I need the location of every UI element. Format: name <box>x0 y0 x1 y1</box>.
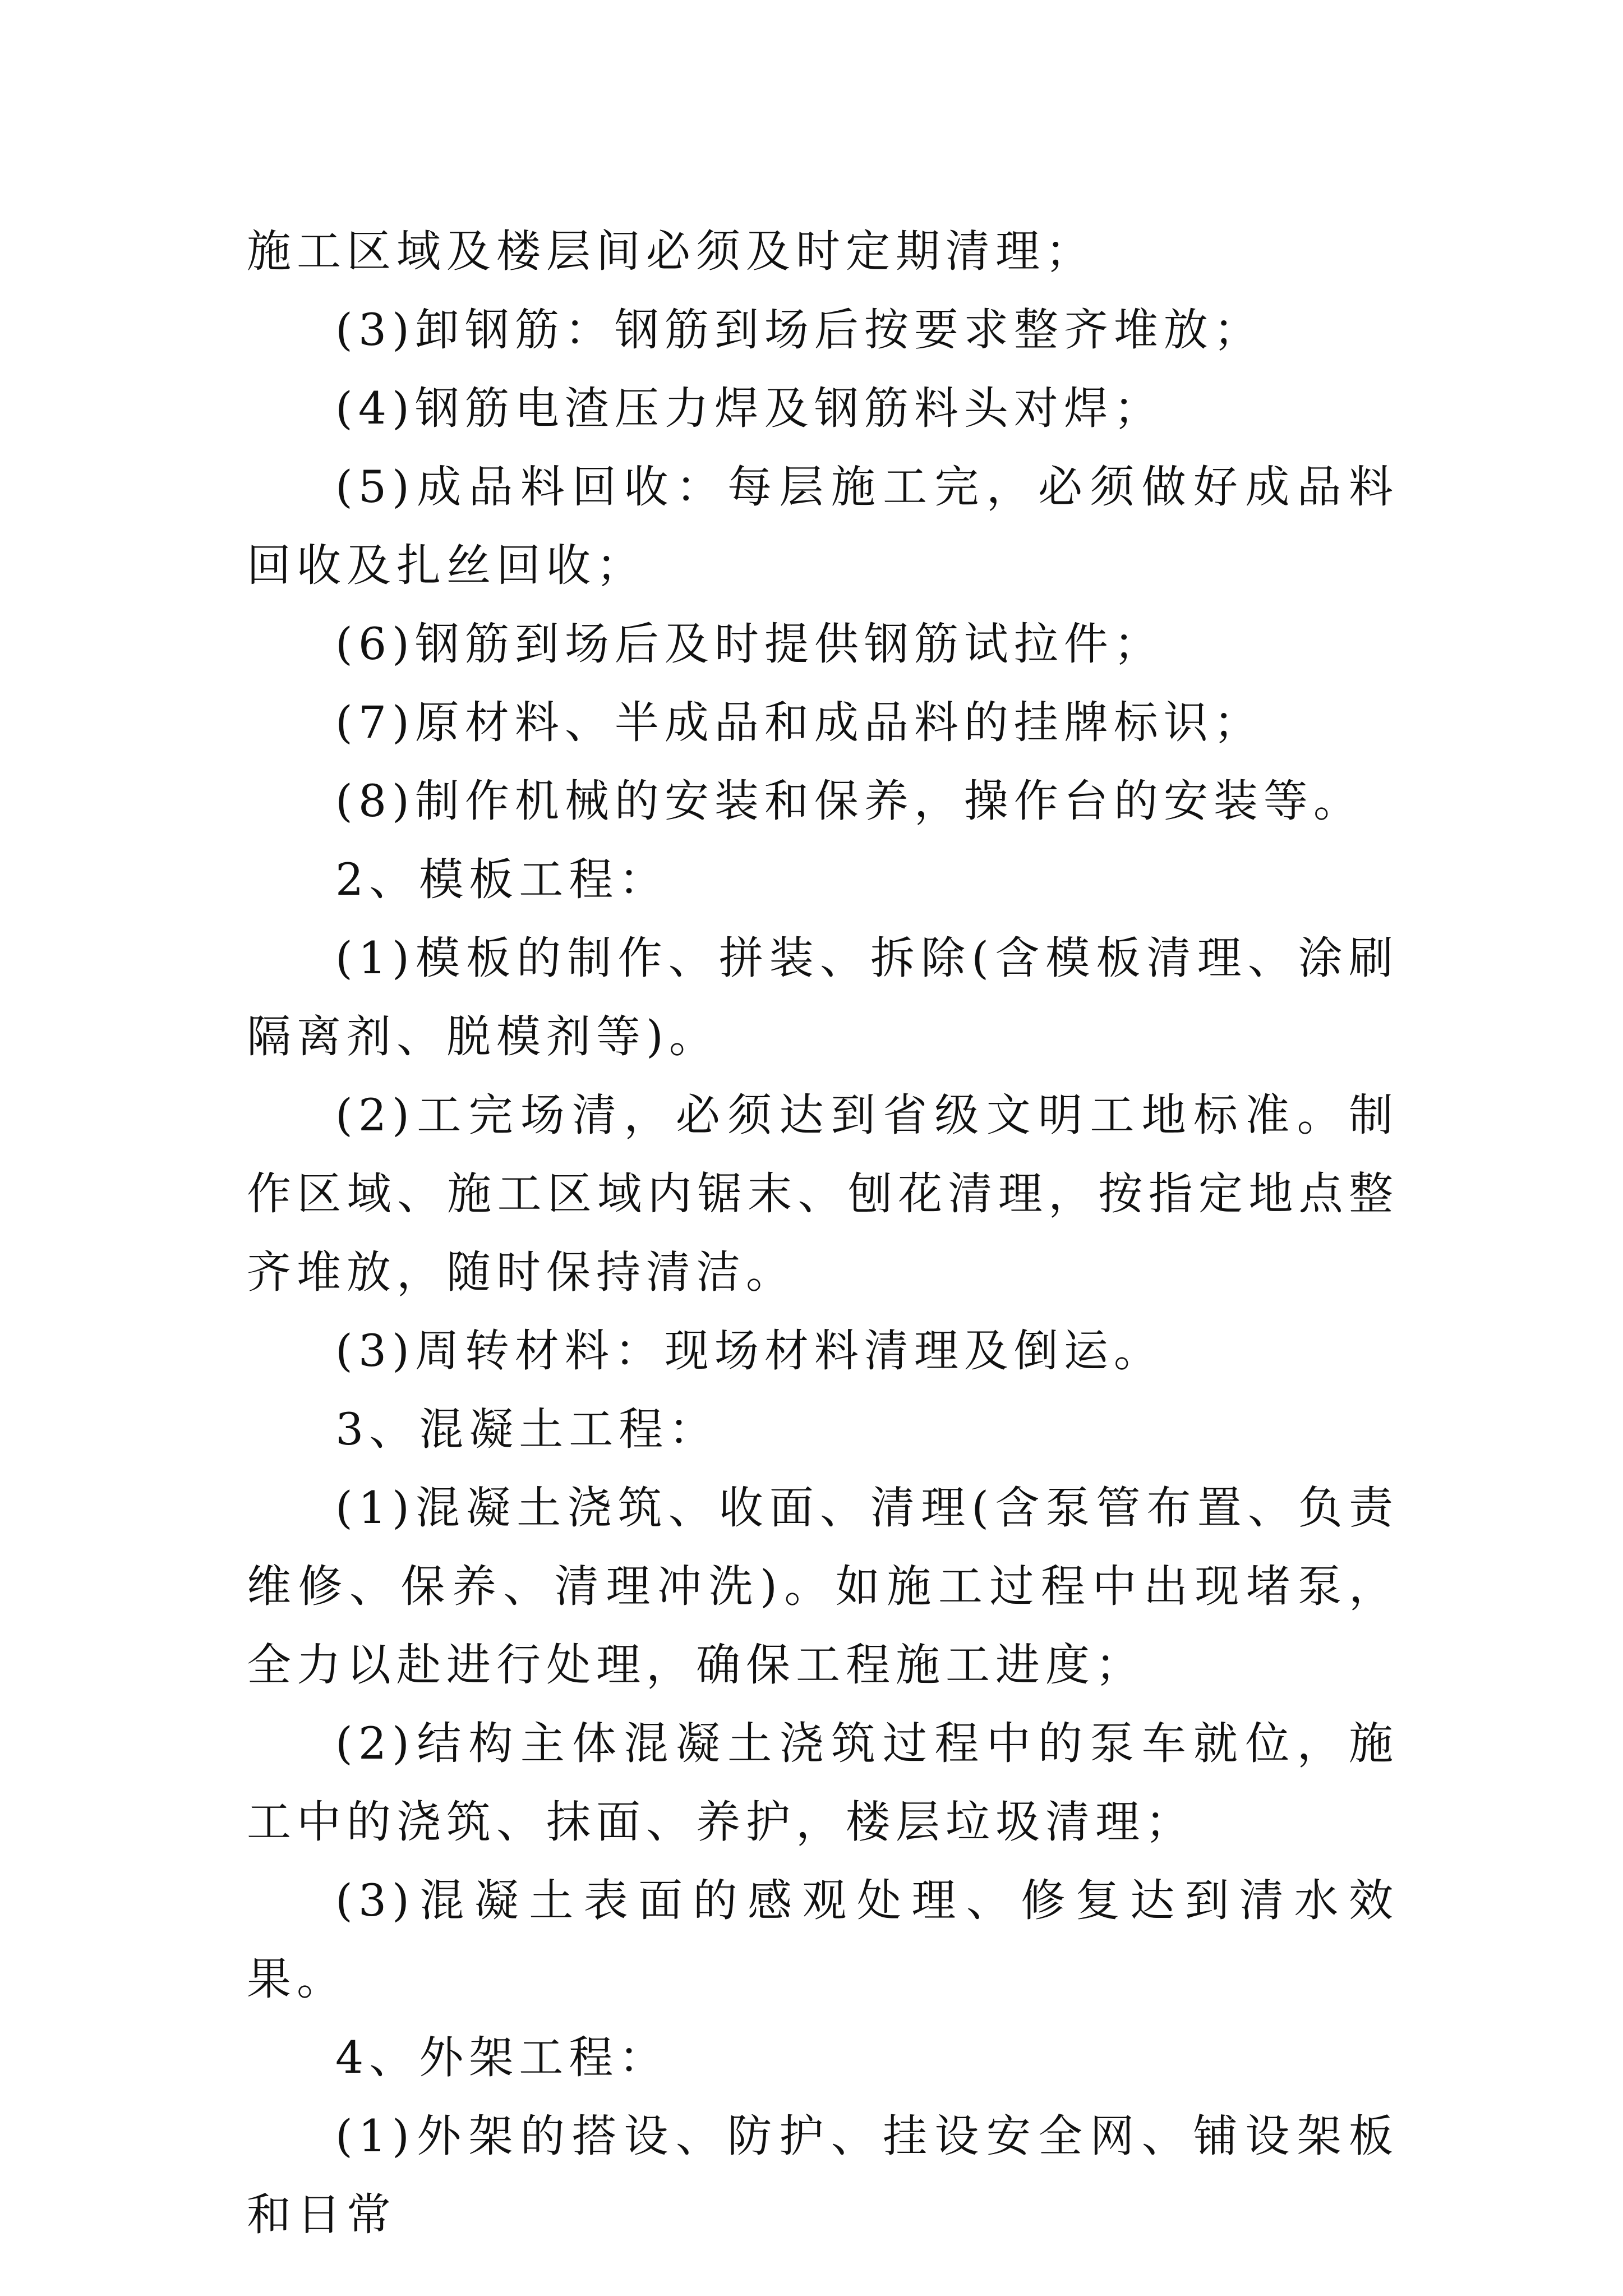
section-heading-formwork: 2、模板工程： <box>335 854 669 905</box>
paragraph-site-cleanup-standard: (2)工完场清，必须达到省级文明工地标准。制作区域、施工区域内锯末、刨花清理，按指定地点整齐堆放，随时保持清洁。 <box>247 1089 1399 1298</box>
paragraph-machinery-installation: (8)制作机械的安装和保养，操作台的安装等。 <box>335 775 1363 827</box>
paragraph-electroslag-welding: (4)钢筋电渣压力焊及钢筋料头对焊； <box>335 383 1164 434</box>
paragraph-formwork-fabrication: (1)模板的制作、拼装、拆除(含模板清理、涂刷隔离剂、脱模剂等)。 <box>247 932 1399 1062</box>
paragraph-unload-rebar: (3)卸钢筋：钢筋到场后按要求整齐堆放； <box>335 304 1264 356</box>
paragraph-concrete-pouring: (1)混凝土浇筑、收面、清理(含泵管布置、负责维修、保养、清理冲洗)。如施工过程中出现堵泵，全力以赴进行处理，确保工程施工进度； <box>247 1482 1399 1691</box>
paragraph-rebar-test-pieces: (6)钢筋到场后及时提供钢筋试拉件； <box>335 618 1164 670</box>
paragraph-material-labeling: (7)原材料、半成品和成品料的挂牌标识； <box>335 697 1264 748</box>
paragraph-cleanup-requirement: 施工区域及楼层间必须及时定期清理； <box>247 226 1095 277</box>
paragraph-pump-truck-positioning: (2)结构主体混凝土浇筑过程中的泵车就位，施工中的浇筑、抹面、养护，楼层垃圾清理； <box>247 1718 1399 1848</box>
document-body <box>247 212 1399 2254</box>
paragraph-finished-material-recovery: (5)成品料回收：每层施工完，必须做好成品料回收及扎丝回收； <box>247 461 1399 591</box>
section-heading-concrete: 3、混凝土工程： <box>335 1404 719 1455</box>
paragraph-turnover-materials: (3)周转材料：现场材料清理及倒运。 <box>335 1325 1164 1377</box>
paragraph-scaffolding-erection: (1)外架的搭设、防护、挂设安全网、铺设架板和日常 <box>247 2110 1399 2240</box>
paragraph-concrete-surface-treatment: (3)混凝土表面的感观处理、修复达到清水效果。 <box>247 1875 1399 2005</box>
section-heading-scaffolding: 4、外架工程： <box>335 2032 669 2083</box>
